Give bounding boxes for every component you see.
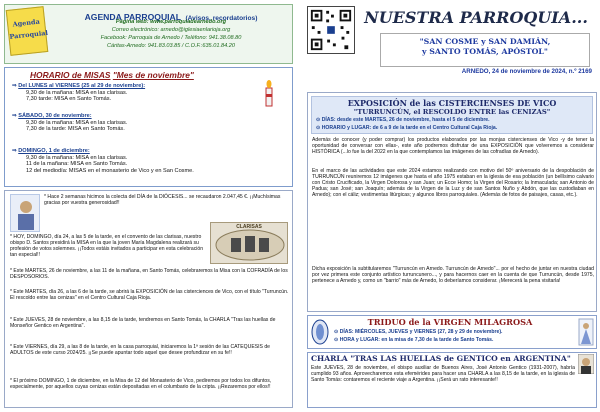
expo-subtitle: "TURRUNCÚN, el RESCOLDO ENTRE las CENIZAS": [353, 108, 551, 116]
aviso-5: * Este JUEVES, 28 de noviembre, a las 8,15 de la tarde, tendremos en Santo Tomás, la CHARLA "Tras las huellas de Monseñor Gentico en Argentina".: [10, 317, 276, 330]
aviso-7: * El próximo DOMINGO, 1 de diciembre, en la Misa de 12 del Monasterio de Vico, pediremos por todos los difuntos, especialmente, por aquellos cuyas cenizas están depositadas en el columbario de la cripta. ¡¡Rezaremos por ellos!!: [10, 378, 272, 391]
horario-block-2: ⇒ SÁBADO, 30 de noviembre: 9,30 de la mañana: MISA en las clarisas. 7,30 de la tarde: MISA en Santo Tomás.: [12, 113, 262, 133]
calendar-logo-icon: [6, 6, 49, 56]
clarisas-label: CLARISAS: [236, 224, 262, 230]
block3-head: DOMINGO, 1 de diciembre:: [18, 148, 90, 154]
aviso-2: * HOY, DOMINGO, día 24, a las 5 de la tarde, en el convento de las clarisas, nuestro obispo D. Santos presidirá la MISA en la que la joven María Magdalena realizará su profesión de votos solemnes. ¡¡Todos estáis invitados a participar en esta celebración tan especial!!: [10, 234, 204, 259]
horario-block-3: ⇒ DOMINGO, 1 de diciembre: 9,30 de la mañana: MISA en las clarisas. 11 de la mañana: MISA en Santo Tomás. 12 del mediodía: MISAS en el monasterio de Vico y en San Cosme.: [12, 148, 290, 174]
parish-name-box: [380, 33, 590, 67]
parish-line1: "SAN COSME y SAN DAMIÁN,: [419, 37, 551, 46]
expo-dias: ⊙ DÍAS: desde este MARTES, 26 de noviembre, hasta el 5 de diciembre.: [316, 117, 490, 123]
expo-title: EXPOSICIÓN de las CISTERCIENSES DE VICO: [347, 98, 557, 108]
agenda-title-suffix: (Avisos, recordatorios): [185, 15, 258, 22]
expo-horario: ⊙ HORARIO y LUGAR: de 6 a 9 de la tarde en el Centro Cultural Caja Rioja.: [316, 125, 498, 131]
triduo-dias-text: DÍAS: MIÉRCOLES, JUEVES y VIERNES (27, 28 y 29 de noviembre).: [339, 329, 503, 335]
expo-paragraph-2: En el marco de las actividades que este 2024 estamos realizando con motivo del 50º aniversario de la despoblación de TURRUNCÚN reuniremos 12 imágenes que hasta el año 1975 estaban en la iglesia de esa población (un bellísimo calvario con Cristo Crucificado, la Virgen Dolorosa y san Juan; un Ecce Homo; la Virgen del Rosario; la Inmaculada; san Antonio de Padua; san José; san Joaquín; además de la Virgen de la Luz y de san Santos Nuño y Abdón, que las custodiaban en Arnedo); con el cáliz; vestimentas litúrgicas; y algunos libros parroquiales. (Además de fotos de paisajes, casas, etc.).: [312, 168, 594, 199]
block1-head: Del LUNES al VIERNES (25 al 29 de noviembre):: [18, 83, 146, 89]
agenda-web[interactable]: Página web: www.parroquiadearnedo.org: [115, 19, 227, 25]
agenda-facebook: Facebook: Parroquia de Arnedo / Teléfono: 941.38.08.80: [100, 35, 242, 41]
charla-title: CHARLA "TRAS LAS HUELLAS de GENTICO en ARGENTINA": [311, 354, 571, 363]
triduo-dias: ⊙ DÍAS: MIÉRCOLES, JUEVES y VIERNES (27, 28 y 29 de noviembre).: [334, 329, 503, 335]
expo-dias-text: DÍAS: desde este MARTES, 26 de noviembre, hasta el 5 de diciembre.: [321, 117, 490, 123]
aviso-6: * Este VIERNES, día 29, a las 8 de la tarde, en la casa parroquial, iniciaremos la 1ª sesión de las CATEQUESIS de ADULTOS de este curso 2024/25. ¡¡Se puede apuntar todo aquel que desee profundizar en su fe!!: [10, 344, 271, 357]
nuestra-parroquia-title: NUESTRA PARROQUIA...: [364, 8, 588, 27]
agenda-caritas: Cáritas-Arnedo: 941.83.03.85 / C.O.F.:635.01.84.20: [106, 43, 235, 49]
miraculous-medal-icon: [310, 318, 330, 346]
block3-line2: 11 de la mañana: MISA en Santo Tomás.: [26, 161, 128, 168]
issue-date: ARNEDO, 24 de noviembre de 2024, n.º 2169: [461, 68, 592, 75]
candle-icon: [262, 78, 276, 108]
aviso-4: * Este MARTES, día 26, a las 6 de la tarde, se abrirá la EXPOSICIÓN de las cisterciences de Vico, con el título "Turruncún. El rescoldo entre las cenizas" en el Centro Cultural Caja Rioja.: [10, 289, 289, 302]
parish-line2: y SANTO TOMÁS, APÓSTOL": [422, 46, 548, 56]
block2-head: SÁBADO, 30 de noviembre:: [18, 113, 92, 119]
qr-code-icon[interactable]: [307, 6, 355, 54]
block1-line2: 7,30 tarde: MISA en Santo Tomás.: [26, 96, 112, 103]
triduo-title: TRIDUO de la VIRGEN MILAGROSA: [367, 317, 533, 327]
gentico-portrait-icon: [578, 354, 594, 374]
aviso-3: * Este MARTES, 26 de noviembre, a las 11 de la mañana, en Santo Tomás, celebraremos la Misa con la COFRADÍA de los DESPOSORIOS.: [10, 268, 288, 281]
virgin-image-icon: [578, 318, 594, 346]
saint-image-icon: [10, 194, 40, 232]
block3-line1: 9,30 de la mañana: MISA en las clarisas.: [26, 154, 128, 161]
triduo-hora: ⊙ HORA y LUGAR: en la misa de 7,30 de la tarde de Santo Tomás.: [334, 337, 494, 343]
agenda-email[interactable]: Correo electrónico: arnedo@iglesiaenlarioja.org: [111, 27, 231, 33]
block2-line1: 9,30 de la mañana: MISA en las clarisas.: [26, 119, 128, 126]
block1-line1: 9,30 de la mañana: MISA en las clarisas.: [26, 89, 128, 96]
block2-line2: 7,30 de la tarde: MISA en Santo Tomás.: [26, 126, 125, 133]
horario-subtitle: "Mes de noviembre": [112, 70, 194, 80]
expo-horario-text: HORARIO y LUGAR: de 6 a 9 de la tarde en el Centro Cultural Caja Rioja.: [321, 125, 498, 131]
logo-line2: Parroquial: [9, 28, 49, 41]
aviso-1: * Hace 2 semanas hicimos la colecta del DÍA de la DIÓCESIS... se recaudaron 2.047,45 €. ¡¡Muchísimas gracias por vuestra generosidad!!: [44, 194, 281, 207]
horario-title: HORARIO de MISAS: [30, 70, 111, 80]
block3-line3: 12 del mediodía: MISAS en el monasterio de Vico y en San Cosme.: [26, 167, 194, 174]
triduo-hora-text: HORA y LUGAR: en la misa de 7,30 de la tarde de Santo Tomás.: [339, 337, 494, 343]
horario-block-1: ⇒ Del LUNES al VIERNES (25 al 29 de noviembre): 9,30 de la mañana: MISA en las clarisas. 7,30 tarde: MISA en Santo Tomás.: [12, 83, 262, 103]
expo-paragraph-3: Dicha exposición la subtitularemos "Turruncún en Arnedo. Turruncún de Arnedo"... por el hecho de juntar en nuestra ciudad por vez primera este conjunto artístico turruncunero..., y para hacernos caer en la cuenta de que Turruncún, desde 1975, pertenece a Arnedo y, como un "barrio" más de Arnedo, lo deberíamos considerar. ¡Merecerá la pena visitarla!: [312, 266, 594, 285]
agenda-title: AGENDA PARROQUIAL: [84, 12, 182, 22]
expo-paragraph-1: Además de conocer (y poder comprar) los productos elaborados por las monjas cistercienses de Vico -y de tener la oportunidad de conversar con ellas-, este año podremos disfrutar de una EXPOSICIÓN que volveremos a considerar HISTÓRICA (...lo fue la del 2022 en la que contemplamos las imágenes de las cofradías de Arnedo).: [312, 137, 594, 156]
charla-body: Este JUEVES, 28 de noviembre, el obispo auxiliar de Buenos Aires, José Antonio Gentico (1931-2007), habría cumplido 93 años. Aprovecharemos esta efemérides para hacer una CHARLA a las 8,15 de la tarde, en la iglesia de Santo Tomás: contaremos el reciente viaje a Argentina. ¡¡Será un rato interesante!!: [311, 365, 575, 384]
clarisas-photo-icon: [210, 222, 288, 264]
logo-line1: Agenda: [12, 17, 41, 29]
horario-title-line: [30, 70, 260, 80]
